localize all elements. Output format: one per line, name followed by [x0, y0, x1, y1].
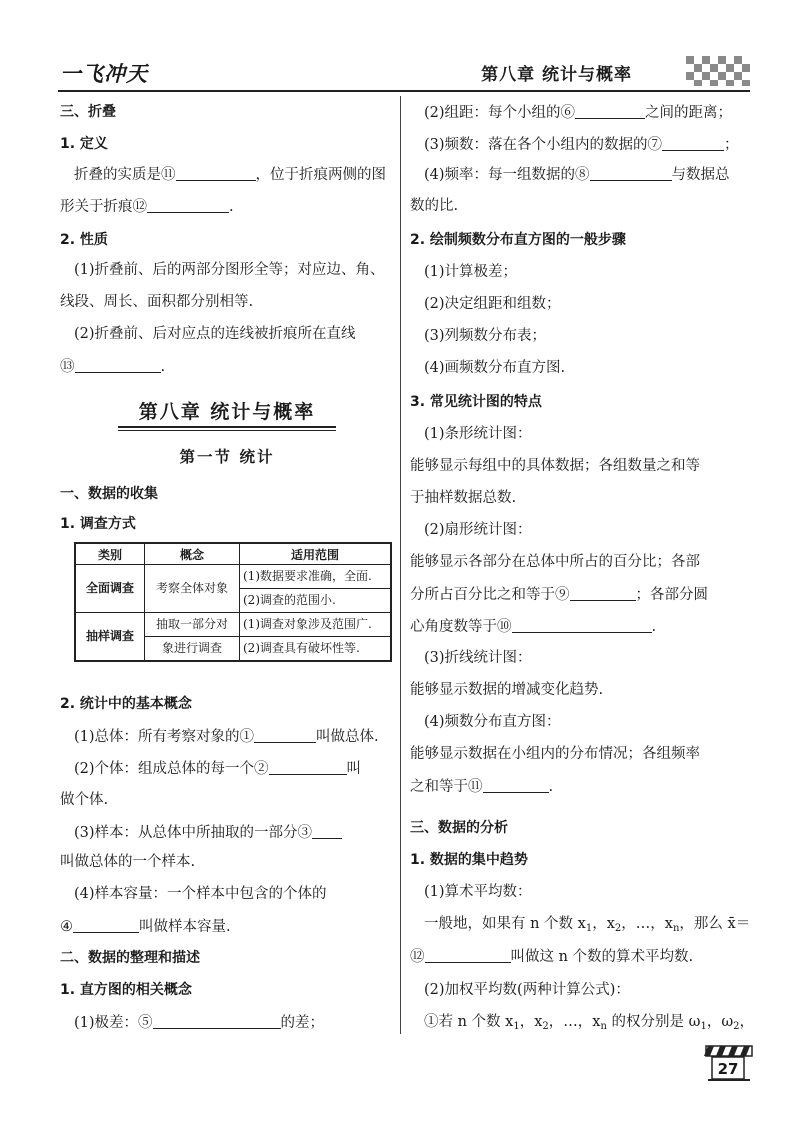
- fill-blank: [73, 916, 139, 933]
- mean-title: (1)算术平均数：: [424, 884, 532, 900]
- fill-blank: [75, 356, 161, 373]
- weighted-text-1: ①若 n 个数 $x_1$，$x_2$，…，$x_n$ 的权分别是 $\omega_1$，$\omega_2$，: [424, 1014, 755, 1032]
- fill-blank: [176, 164, 256, 181]
- fill-blank: [570, 584, 636, 601]
- method-title: 1. 调查方式: [60, 516, 136, 532]
- fold-definition-line-1: 折叠的实质是⑪ ，位于折痕两侧的图: [74, 164, 386, 185]
- collect-title: 一、数据的收集: [60, 486, 158, 502]
- pie-chart-title: (2)扇形统计图：: [424, 522, 532, 538]
- concept-3: (3)样本：从总体中所抽取的一部分③: [74, 822, 342, 843]
- chapter-underline: [118, 426, 336, 428]
- freq-hist-title: (4)频数分布直方图：: [424, 714, 561, 730]
- chapter-underline: [118, 430, 336, 431]
- section-heading: 第一节 统计: [179, 448, 275, 466]
- chapter-heading: 第八章 统计与概率: [138, 401, 316, 423]
- table-cell-concept: 象进行调查: [145, 637, 240, 662]
- histogram-4-cont: 数的比.: [410, 198, 459, 214]
- histogram-4: (4)频率：每一组数据的⑧ 与数据总: [424, 164, 730, 185]
- line-chart-title: (3)折线统计图：: [424, 650, 532, 666]
- weighted-title: (2)加权平均数(两种计算公式)：: [424, 982, 630, 998]
- fold-definition-title: 1. 定义: [60, 136, 108, 152]
- freq-hist-text-1: 能够显示数据在小组内的分布情况；各组频率: [410, 746, 700, 762]
- concept-4-cont: ④ 叫做样本容量.: [60, 916, 231, 937]
- concept-3-cont: 叫做总体的一个样本.: [60, 854, 196, 870]
- step-1: (1)计算极差；: [424, 264, 518, 280]
- fill-blank: [512, 616, 652, 633]
- concept-4: (4)样本容量：一个样本中包含的个体的: [74, 886, 327, 902]
- table-cell-scope: (2)调查具有破坏性等.: [240, 637, 392, 662]
- fold-property-2a: (2)折叠前、后对应点的连线被折痕所在直线: [74, 326, 356, 342]
- fold-definition-line-2: 形关于折痕⑫ .: [60, 196, 234, 217]
- pie-chart-text-2: 分所占百分比之和等于⑨ ；各部分圆: [410, 584, 708, 605]
- histogram-1: (1)极差：⑤ 的差；: [74, 1012, 324, 1033]
- survey-method-table: [74, 542, 392, 662]
- bar-chart-text-2: 于抽样数据总数.: [410, 490, 517, 506]
- line-chart-text: 能够显示数据的增减变化趋势.: [410, 682, 604, 698]
- table-cell-scope: (1)数据要求准确，全面.: [240, 565, 392, 589]
- bar-chart-title: (1)条形统计图：: [424, 426, 532, 442]
- fill-blank: [312, 822, 342, 839]
- step-3: (3)列频数分布表；: [424, 328, 547, 344]
- table-cell-scope: (1)调查对象涉及范围广.: [240, 613, 392, 637]
- page-header: [58, 52, 750, 92]
- page-number: 27: [717, 1060, 739, 1078]
- running-chapter-title: 第八章 统计与概率: [481, 65, 632, 85]
- fold-property-2b: ⑬ .: [60, 356, 165, 377]
- brand-logo: 一飞冲天: [60, 62, 148, 86]
- organize-title: 二、数据的整理和描述: [60, 950, 200, 966]
- bar-chart-text-1: 能够显示每组中的具体数据；各组数量之和等: [410, 458, 700, 474]
- concept-2: (2)个体：组成总体的每一个② 叫: [74, 758, 361, 779]
- concept-1: (1)总体：所有考察对象的① 叫做总体.: [74, 726, 379, 747]
- fill-blank: [254, 726, 316, 743]
- fill-blank: [575, 102, 645, 119]
- fill-blank: [425, 946, 511, 963]
- fill-blank: [483, 776, 549, 793]
- fill-blank: [269, 758, 347, 775]
- table-header-cell: 类别: [75, 543, 145, 565]
- step-2: (2)决定组距和组数；: [424, 296, 561, 312]
- table-cell-category: 抽样调查: [75, 613, 145, 662]
- header-rule: [58, 90, 750, 92]
- histogram-title: 1. 直方图的相关概念: [60, 982, 192, 998]
- fill-blank: [147, 196, 229, 213]
- mean-text-1: 一般地，如果有 n 个数 $x_1$，$x_2$，…，$x_n$，那么 x̄＝: [424, 916, 751, 934]
- concept-2-cont: 做个体.: [60, 792, 109, 808]
- step-4: (4)画频数分布直方图.: [424, 360, 566, 376]
- central-tendency-title: 1. 数据的集中趋势: [410, 852, 528, 868]
- table-header-row: [75, 543, 391, 565]
- fold-property-1b: 线段、周长、面积都分别相等.: [60, 294, 254, 310]
- fill-blank: [153, 1012, 281, 1029]
- concepts-title: 2. 统计中的基本概念: [60, 696, 192, 712]
- checker-pattern-icon: [686, 56, 750, 86]
- analysis-title: 三、数据的分析: [410, 820, 508, 836]
- histogram-2: (2)组距：每个小组的⑥ 之间的距离；: [424, 102, 732, 123]
- histogram-3: (3)频数：落在各个小组内的数据的⑦ ；: [424, 134, 739, 155]
- charts-title: 3. 常见统计图的特点: [410, 394, 542, 410]
- table-cell-concept: 抽取一部分对: [145, 613, 240, 637]
- table-row: [75, 565, 391, 589]
- pie-chart-text-3: 心角度数等于⑩ .: [410, 616, 656, 637]
- fold-section-title: 三、折叠: [60, 104, 116, 120]
- fold-property-1a: (1)折叠前、后的两部分图形全等；对应边、角、: [74, 262, 385, 278]
- fill-blank: [662, 134, 724, 151]
- fold-property-title: 2. 性质: [60, 232, 108, 248]
- steps-title: 2. 绘制频数分布直方图的一般步骤: [410, 232, 626, 248]
- table-header-cell: 适用范围: [240, 543, 392, 565]
- pie-chart-text-1: 能够显示各部分在总体中所占的百分比；各部: [410, 554, 700, 570]
- table-cell-concept: 考察全体对象: [145, 565, 240, 613]
- table-cell-category: 全面调查: [75, 565, 145, 613]
- table-cell-scope: (2)调查的范围小.: [240, 589, 392, 613]
- fill-blank: [590, 164, 672, 181]
- freq-hist-text-2: 之和等于⑪ .: [410, 776, 553, 797]
- table-header-cell: 概念: [145, 543, 240, 565]
- mean-text-2: ⑫ 叫做这 n 个数的算术平均数.: [410, 946, 693, 967]
- table-row: [75, 613, 391, 637]
- column-divider: [400, 96, 401, 1034]
